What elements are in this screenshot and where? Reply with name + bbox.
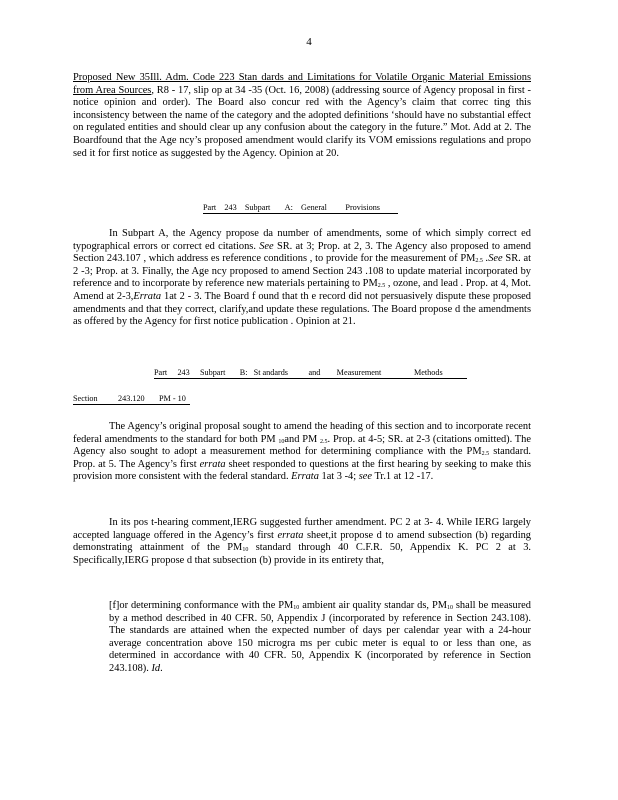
italic-see: See: [259, 240, 274, 252]
text: 1at 3 -4;: [321, 471, 357, 483]
case-citation: Proposed New 35Ill. Adm. Code 223 Stan dards and Limitations for Volatile Organic Material Emissions from Area Sources: [73, 72, 531, 96]
text: standard. Prop. at 5. The Agency’s first: [73, 446, 531, 470]
text: and PM: [284, 433, 318, 445]
italic-errata: Errata: [133, 290, 162, 302]
subscript: 2.5: [377, 283, 386, 290]
heading-word-provisions: Provisions: [345, 203, 380, 212]
subscript: 2.5: [320, 438, 328, 445]
heading-part-number: 243: [224, 203, 237, 212]
heading-word-standards: St andards: [253, 368, 288, 377]
text: In Subpart A, the Agency propose da number of amendments, some of which simply correct ed typographical errors or correct ed citations.: [73, 228, 531, 252]
block-quote: [109, 600, 531, 676]
heading-section-243-120: [73, 394, 190, 405]
paragraph-1-text: , R8 - 17, slip op at 34 -35 (Oct. 16, 2008) (addressing source of Agency proposal in first -notice opinion and order). The Board also concur red with the Agency’s claim that correc ting this inconsistency between the name of the category and the adopted definitions ‘should have no substantial effect on regulated entities and should clear up any confusion about the category in the future.” Mot. Add at 2. The Boardfound that the Age ncy’s proposed amendment would clarify its VOM emissions regulations and propo sed it for first notice as suggested by the Agency. Opinion at 20.: [73, 84, 532, 159]
text: In its pos t-hearing comment,IERG suggested further amendment. PC 2 at 3- 4. While IERG largely accepted language offered in the Agency’s first: [73, 517, 531, 541]
italic-errata: errata: [199, 458, 226, 470]
subscript: 10: [293, 605, 300, 611]
italic-id: Id: [151, 662, 161, 674]
heading-part-243-subpart-a: [203, 203, 398, 214]
text: ambient air quality standar ds, PM: [302, 600, 447, 611]
paragraph-1: [73, 72, 531, 160]
heading-part-number: 243: [177, 368, 190, 377]
text: [f]or determining conformance with the PM: [109, 600, 294, 611]
paragraph-3: [73, 421, 531, 484]
heading-word-measurement: Measurement: [336, 368, 382, 377]
paragraph-4: [73, 517, 531, 567]
subscript: 10: [242, 547, 249, 554]
heading-part-label: Part: [203, 203, 217, 212]
text: SR. at 2 -3; Prop. at 3. Finally, the Age ncy proposed to amend Section 243 .108 to update material incorporated by reference and to incorporate by reference new materials pertaining to PM: [73, 253, 531, 290]
subscript: 2.5: [475, 258, 483, 265]
italic-see: .See: [485, 253, 503, 265]
heading-subpart-label: Subpart: [199, 368, 226, 377]
heading-section-number: 243.120: [118, 394, 145, 403]
heading-section-label: Section: [73, 394, 98, 403]
heading-part-label: Part: [154, 368, 168, 377]
heading-word-methods: Methods: [413, 368, 443, 377]
text: 1at 2 - 3. The Board f ound that th e record did not persuasively dispute these proposed amendments and that they correct, clarify,and update these regulations. The Board propose d the amendments as offered by the Agency for first notice publication . Opinion at 21.: [73, 290, 531, 328]
subscript: 10: [278, 438, 285, 445]
heading-subpart-letter: B:: [239, 368, 248, 377]
italic-errata: Errata: [291, 471, 319, 483]
text: standard through 40 C.F.R. 50, Appendix K. PC 2 at 3. Specifically,IERG propose d that subsection (b) provide in its entirety that,: [73, 542, 532, 566]
paragraph-2: [73, 228, 531, 329]
subscript: 10: [446, 605, 453, 611]
text: sheet,it propose d to amend subsection (b) regarding demonstrating attainment of the PM: [73, 529, 531, 554]
text: The Agency’s original proposal sought to amend the heading of this section and to incorporate recent federal amendments to the standard for both PM: [73, 421, 531, 445]
page-number: 4: [306, 36, 312, 48]
italic-see: see: [358, 471, 373, 483]
heading-subpart-label: Subpart: [244, 203, 271, 212]
italic-errata: errata: [277, 529, 304, 541]
text: , ozone, and lead . Prop. at 4, Mot. Amend at 2-3,: [73, 278, 531, 302]
text: sheet responded to questions at the first hearing by seeking to make this provision more consistent with the federal standard.: [73, 458, 531, 483]
text: Tr.1 at 12 -17.: [374, 471, 434, 483]
subscript: 2.5: [481, 451, 490, 458]
heading-word-and: and: [308, 368, 321, 377]
text: SR. at 3; Prop. at 2, 3. The Agency also proposed to amend Section 243.107 , which address es reference conditions , to provide for the measurement of PM: [73, 240, 531, 265]
text: . Prop. at 4-5; SR. at 2-3 (citations omitted). The Agency also sought to adopt a measurement method for determining compliance with the PM: [73, 433, 531, 458]
text: shall be measured by a method described in 40 CFR. 50, Appendix J (incorporated by reference in Section 243.108). The standards are attained when the expected number of days per calendar year with a 24-hour average concentration above 150 microgra ms per cubic meter is equal to or less than one, as determined in accordance with 40 CFR. 50, Appendix K (incorporated by reference in Section 243.108).: [109, 600, 531, 674]
heading-word-general: General: [301, 203, 327, 212]
text: .: [160, 662, 163, 674]
heading-subpart-letter: A:: [284, 203, 293, 212]
heading-section-title: PM - 10: [158, 394, 186, 403]
heading-part-243-subpart-b: [154, 368, 467, 379]
